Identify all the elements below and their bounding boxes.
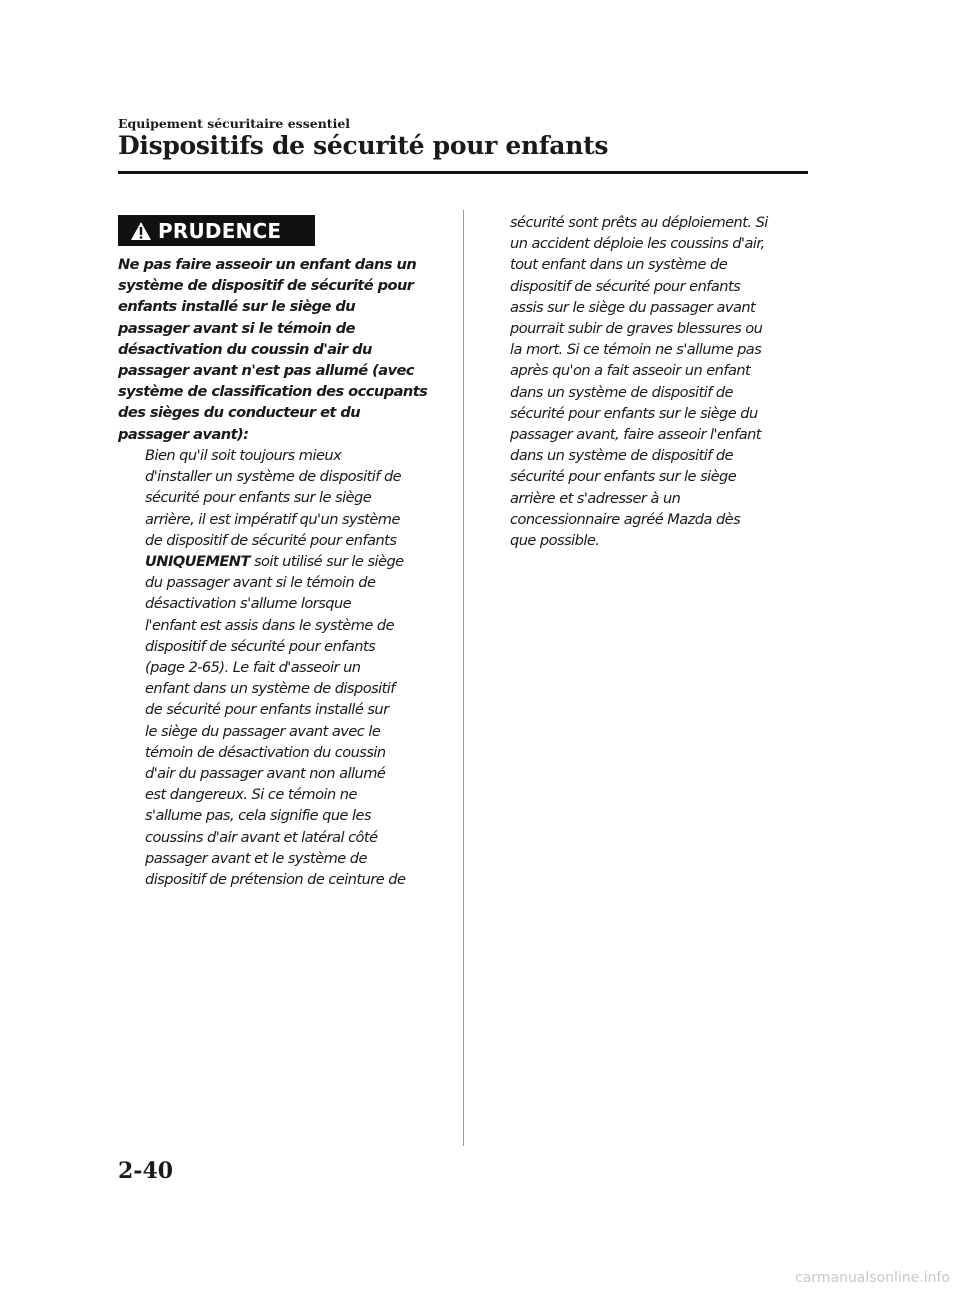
warning-heading-line: Ne pas faire asseoir un enfant dans un: [118, 256, 417, 273]
body-line: dans un système de dispositif de: [510, 447, 734, 465]
body-line: sécurité pour enfants sur le siège: [510, 468, 737, 486]
body-line: d'installer un système de dispositif de: [145, 468, 402, 486]
caution-badge: [118, 215, 315, 246]
body-line: sécurité pour enfants sur le siège: [145, 489, 372, 507]
body-line: après qu'on a fait asseoir un enfant: [510, 362, 751, 380]
body-line: que possible.: [510, 532, 600, 550]
warning-heading-line: des sièges du conducteur et du: [118, 404, 361, 422]
body-line: la mort. Si ce témoin ne s'allume pas: [510, 341, 762, 359]
warning-heading-line: passager avant si le témoin de: [118, 319, 355, 337]
warning-body-left: [145, 445, 450, 890]
body-line: arrière et s'adresser à un: [510, 489, 681, 507]
title-rule: [118, 171, 808, 174]
watermark: carmanualsonline.info: [795, 1270, 950, 1286]
body-line: sécurité pour enfants sur le siège du: [510, 404, 758, 422]
page-number: 2-40: [118, 1158, 174, 1184]
body-line: (page 2-65). Le fait d'asseoir un: [145, 659, 361, 677]
body-line: pourrait subir de graves blessures ou: [510, 320, 763, 338]
emphasis-word: UNIQUEMENT: [145, 553, 250, 571]
body-line-rest: soit utilisé sur le siège: [253, 553, 404, 571]
body-line: Bien qu'il soit toujours mieux: [145, 447, 342, 464]
body-line: du passager avant si le témoin de: [145, 574, 376, 592]
body-line: s'allume pas, cela signifie que les: [145, 807, 372, 825]
body-line: assis sur le siège du passager avant: [510, 298, 756, 316]
body-line: passager avant et le système de: [145, 849, 367, 867]
warning-triangle-icon: [130, 221, 152, 241]
body-line: dispositif de prétension de ceinture de: [145, 871, 406, 889]
body-line: sécurité sont prêts au déploiement. Si: [510, 214, 768, 231]
body-line: tout enfant dans un système de: [510, 256, 728, 274]
body-line: l'enfant est assis dans le système de: [145, 616, 395, 634]
body-line: enfant dans un système de dispositif: [145, 680, 395, 698]
warning-heading-line: passager avant n'est pas allumé (avec: [118, 362, 415, 380]
body-line: dispositif de sécurité pour enfants: [145, 637, 376, 655]
body-line: arrière, il est impératif qu'un système: [145, 510, 400, 528]
warning-heading-line: système de classification des occupants: [118, 383, 428, 401]
body-line: d'air du passager avant non allumé: [145, 765, 386, 783]
body-line: passager avant, faire asseoir l'enfant: [510, 426, 761, 444]
warning-heading-line: désactivation du coussin d'air du: [118, 340, 372, 358]
body-line: dans un système de dispositif de: [510, 383, 734, 401]
body-line: désactivation s'allume lorsque: [145, 595, 352, 613]
body-line: de dispositif de sécurité pour enfants: [145, 531, 397, 549]
caution-label: PRUDENCE: [158, 218, 282, 243]
warning-heading: [118, 254, 448, 445]
body-line: dispositif de sécurité pour enfants: [510, 277, 741, 295]
column-divider: [463, 210, 464, 1146]
body-line: un accident déploie les coussins d'air,: [510, 235, 765, 253]
section-breadcrumb: Equipement sécuritaire essentiel: [118, 116, 351, 131]
page-title: Dispositifs de sécurité pour enfants: [118, 131, 609, 160]
body-line-emphasis: [145, 551, 450, 572]
body-line: concessionnaire agréé Mazda dès: [510, 510, 741, 528]
warning-heading-line: enfants installé sur le siège du: [118, 298, 356, 316]
warning-heading-line: passager avant):: [118, 425, 249, 443]
body-line: coussins d'air avant et latéral côté: [145, 828, 378, 846]
body-line: de sécurité pour enfants installé sur: [145, 701, 389, 719]
warning-body-right: [510, 212, 810, 551]
warning-heading-line: système de dispositif de sécurité pour: [118, 277, 414, 295]
body-line: est dangereux. Si ce témoin ne: [145, 786, 357, 804]
body-line: le siège du passager avant avec le: [145, 722, 381, 740]
body-line: témoin de désactivation du coussin: [145, 743, 386, 761]
